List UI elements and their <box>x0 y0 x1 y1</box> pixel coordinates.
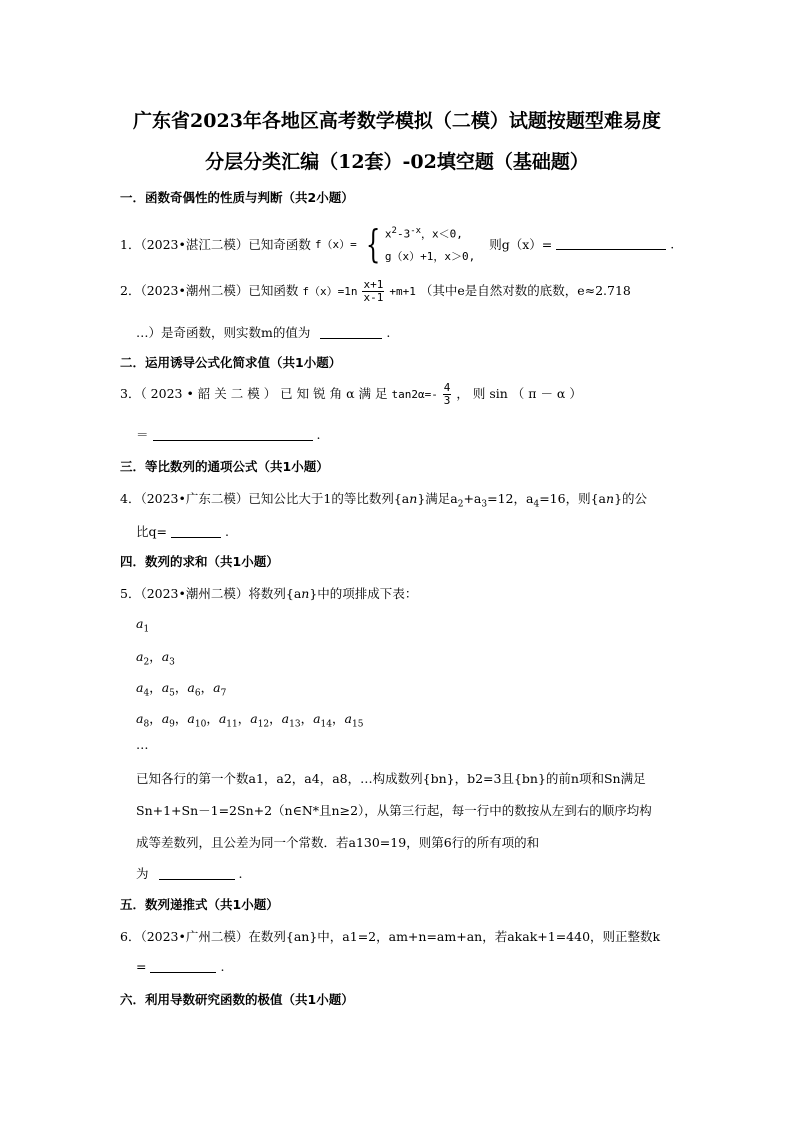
question-5: 5．（2023•潮州二模）将数列{an}中的项排成下表： <box>120 586 418 601</box>
q2-prefix: 2．（2023•潮州二模）已知函数 <box>120 283 299 298</box>
q2-line2: …）是奇函数，则实数m的值为 <box>136 325 311 340</box>
q6-answer-blank[interactable] <box>150 960 216 973</box>
q2-note: （其中e是自然对数的底数，e≈2.718 <box>419 283 631 298</box>
question-3-line2 <box>136 425 320 443</box>
q4-line2: 比q= <box>136 524 167 539</box>
q2-end: . <box>386 325 391 340</box>
question-4: 4．（2023•广东二模）已知公比大于1的等比数列{an}满足$a_2+a_3=12$，$a_4=16$，则{an}的公 <box>120 491 648 510</box>
q5-table-row-4: $a_8$，$a_9$，$a_{10}$，$a_{11}$，$a_{12}$，$a_{13}$，$a_{14}$，$a_{15}$ <box>136 711 364 730</box>
q2-answer-blank[interactable] <box>320 326 382 339</box>
q2-fraction: $\frac{x+1}{x-1}$ <box>363 278 384 304</box>
q4-answer-blank[interactable] <box>171 525 221 538</box>
q5-answer-blank[interactable] <box>159 867 235 880</box>
q5-table-row-2: $a_2$，$a_3$ <box>136 649 175 668</box>
q5-table-row-3: $a_4$，$a_5$，$a_6$，$a_7$ <box>136 680 227 699</box>
q5-paragraph-4 <box>136 864 242 882</box>
q5-table-row-1: $a_1$ <box>136 616 150 635</box>
q4-end: . <box>224 524 229 539</box>
q2-fx: f（x）=1n <box>302 285 358 298</box>
section-heading-4: 四．数列的求和（共1小题） <box>120 554 279 569</box>
section-heading-1: 一．函数奇偶性的性质与判断（共2小题） <box>120 190 354 205</box>
section-heading-6: 六．利用导数研究函数的极值（共1小题） <box>120 992 354 1007</box>
q3-prefix: 3．（ 2023 • 韶 关 二 模 ） 已 知 锐 角 α 满 足 <box>120 386 388 401</box>
q3-answer-blank[interactable] <box>153 428 313 441</box>
question-2 <box>120 279 631 304</box>
question-3 <box>120 382 582 407</box>
q5-paragraph-2: Sn+1+Sn－1=2Sn+2（n∈N*且n≥2），从第三行起，每一行中的数按从左到右的顺序均构 <box>136 803 652 818</box>
q1-fx: f（x）= <box>314 237 357 251</box>
q5-end: . <box>238 866 243 881</box>
question-6: 6．（2023•广州二模）在数列{an}中，a1=2，am+n=am+an，若akak+1=440，则正整数k <box>120 929 661 944</box>
page-title: 广东省2023年各地区高考数学模拟（二模）试题按题型难易度 <box>133 110 661 132</box>
section-heading-2: 二．运用诱导公式化简求值（共1小题） <box>120 355 342 370</box>
q5-table-dots: … <box>136 737 149 752</box>
question-1 <box>120 220 674 268</box>
q3-tail: ， 则 sin （ π － α ） <box>456 386 582 401</box>
q3-line2: ＝ <box>136 427 149 442</box>
q6-end: . <box>220 959 225 974</box>
q5-paragraph-1: 已知各行的第一个数a1，a2，a4，a8，…构成数列{bn}，b2=3且{bn}的前n项和Sn满足 <box>136 771 646 786</box>
q1-cases: $x^2-3^{-x}$，x＜0, g（x）+1，x＞0, <box>384 226 476 263</box>
q5-paragraph-3: 成等差数列，且公差为同一个常数．若a130=19，则第6行的所有项的和 <box>136 835 540 850</box>
q1-end: . <box>670 236 675 252</box>
section-heading-5: 五．数列递推式（共1小题） <box>120 897 279 912</box>
q1-then: 则g（x）= <box>489 236 553 252</box>
page-subtitle: 分层分类汇编（12套）-02填空题（基础题） <box>205 151 589 173</box>
q3-fraction: $\frac{4}{3}$ <box>443 381 451 407</box>
q1-answer-blank[interactable] <box>556 237 666 250</box>
question-4-line2 <box>136 522 229 540</box>
q5-p4: 为 <box>136 866 149 881</box>
q3-end: . <box>316 427 321 442</box>
q6-line2: = <box>136 959 147 974</box>
q2-tail: +m+1 <box>389 285 416 298</box>
q3-expr: tan2α=- <box>391 388 438 401</box>
q1-prefix: 1．（2023•湛江二模）已知奇函数 <box>120 236 311 252</box>
question-6-line2 <box>136 959 224 974</box>
q1-brace: { <box>365 221 381 266</box>
question-2-line2 <box>136 323 390 341</box>
section-heading-3: 三．等比数列的通项公式（共1小题） <box>120 459 329 474</box>
